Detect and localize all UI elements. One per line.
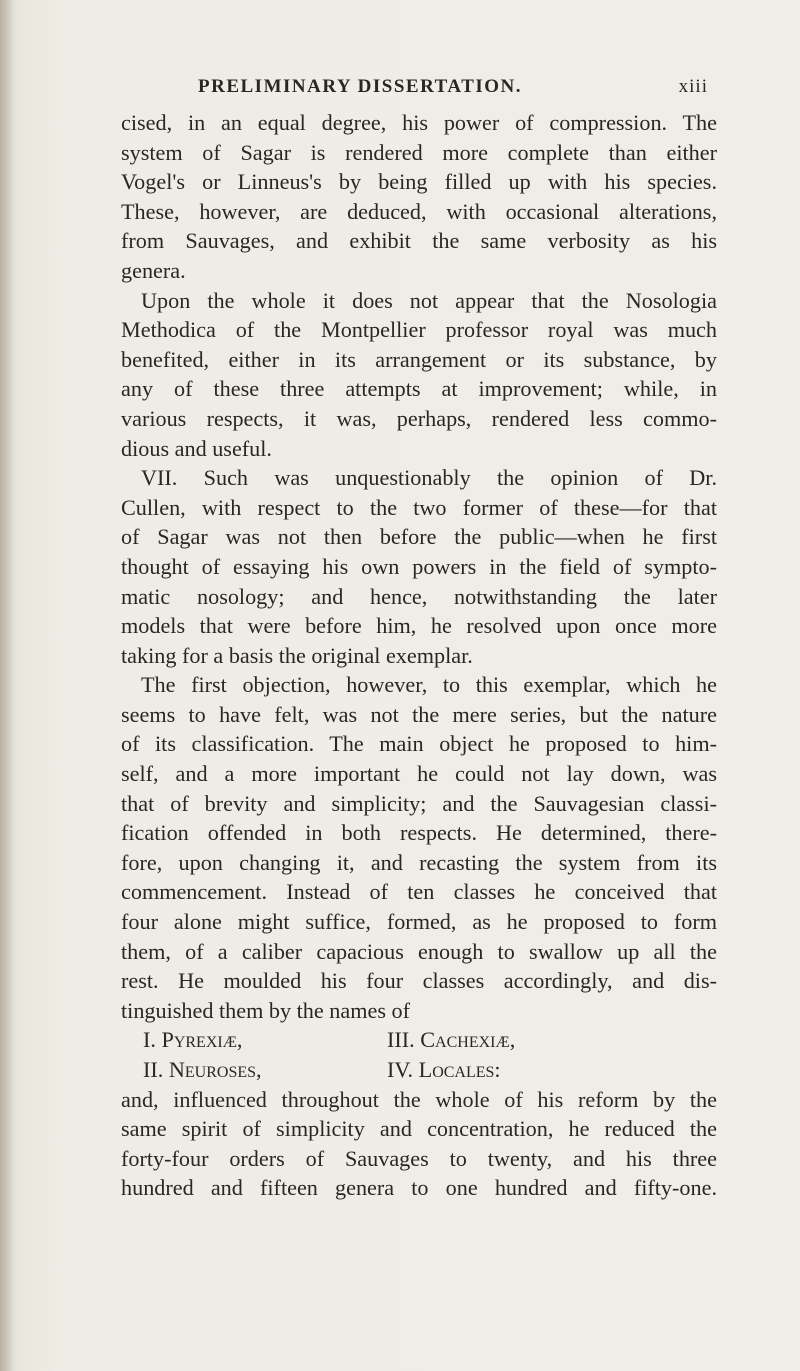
text-line: Methodica of the Montpellier professor royal was much bbox=[121, 317, 717, 343]
text-line: hundred and fifteen genera to one hundred and fifty-one. bbox=[121, 1175, 717, 1201]
class-list-row-2 bbox=[121, 1055, 717, 1085]
text-line: same spirit of simplicity and concentration, he reduced the bbox=[121, 1116, 717, 1142]
text-line: VII. Such was unquestionably the opinion of Dr. bbox=[141, 465, 717, 491]
text-line: cised, in an equal degree, his power of compression. The bbox=[121, 110, 717, 135]
text-line: genera. bbox=[121, 257, 186, 283]
class-cachexiae: III. Cachexiæ, bbox=[387, 1027, 516, 1053]
text-line: commencement. Instead of ten classes he conceived that bbox=[121, 879, 717, 905]
text-line: The first objection, however, to this exemplar, which he bbox=[141, 672, 717, 698]
text-line: models that were before him, he resolved upon once more bbox=[121, 613, 717, 639]
text-line: system of Sagar is rendered more complete than either bbox=[121, 139, 717, 165]
text-line: and, influenced throughout the whole of his reform by the bbox=[121, 1086, 717, 1112]
text-line: Upon the whole it does not appear that the Nosologia bbox=[141, 287, 717, 313]
text-line: forty-four orders of Sauvages to twenty, and his three bbox=[121, 1145, 717, 1171]
text-line: any of these three attempts at improvement; while, in bbox=[121, 376, 717, 402]
text-line: four alone might suffice, formed, as he proposed to form bbox=[121, 909, 717, 935]
text-line: of its classification. The main object he proposed to him- bbox=[121, 731, 717, 757]
text-line: benefited, either in its arrangement or its substance, by bbox=[121, 346, 717, 372]
running-head: PRELIMINARY DISSERTATION. bbox=[198, 76, 523, 97]
gutter-shadow bbox=[0, 0, 14, 1371]
text-line: Vogel's or Linneus's by being filled up with his species. bbox=[121, 169, 717, 195]
text-line: fore, upon changing it, and recasting the system from its bbox=[121, 849, 717, 875]
text-line: thought of essaying his own powers in the field of sympto- bbox=[121, 553, 717, 579]
page-number: xiii bbox=[678, 76, 708, 97]
body-text bbox=[121, 108, 717, 1203]
class-pyrexiae: I. Pyrexiæ, bbox=[143, 1027, 243, 1053]
text-line: of Sagar was not then before the public—when he first bbox=[121, 524, 717, 550]
page-header bbox=[198, 76, 708, 106]
text-line: from Sauvages, and exhibit the same verbosity as his bbox=[121, 228, 717, 254]
text-line: Cullen, with respect to the two former of these—for that bbox=[121, 494, 717, 520]
text-line: dious and useful. bbox=[121, 435, 272, 461]
text-line: These, however, are deduced, with occasional alterations, bbox=[121, 198, 717, 224]
text-line: fication offended in both respects. He determined, there- bbox=[121, 820, 717, 846]
text-line: matic nosology; and hence, notwithstanding the later bbox=[121, 583, 717, 609]
text-line: taking for a basis the original exemplar. bbox=[121, 642, 473, 668]
text-line: rest. He moulded his four classes accordingly, and dis- bbox=[121, 968, 717, 994]
text-line: tinguished them by the names of bbox=[121, 997, 411, 1023]
text-line: that of brevity and simplicity; and the Sauvagesian classi- bbox=[121, 790, 717, 816]
text-line: self, and a more important he could not lay down, was bbox=[121, 761, 717, 787]
class-neuroses: II. Neuroses, bbox=[143, 1057, 262, 1082]
class-locales: IV. Locales: bbox=[387, 1057, 501, 1082]
text-line: them, of a caliber capacious enough to swallow up all the bbox=[121, 938, 717, 964]
class-list-row-1 bbox=[121, 1025, 717, 1055]
text-line: seems to have felt, was not the mere series, but the nature bbox=[121, 701, 717, 727]
text-line: various respects, it was, perhaps, rendered less commo- bbox=[121, 405, 717, 431]
